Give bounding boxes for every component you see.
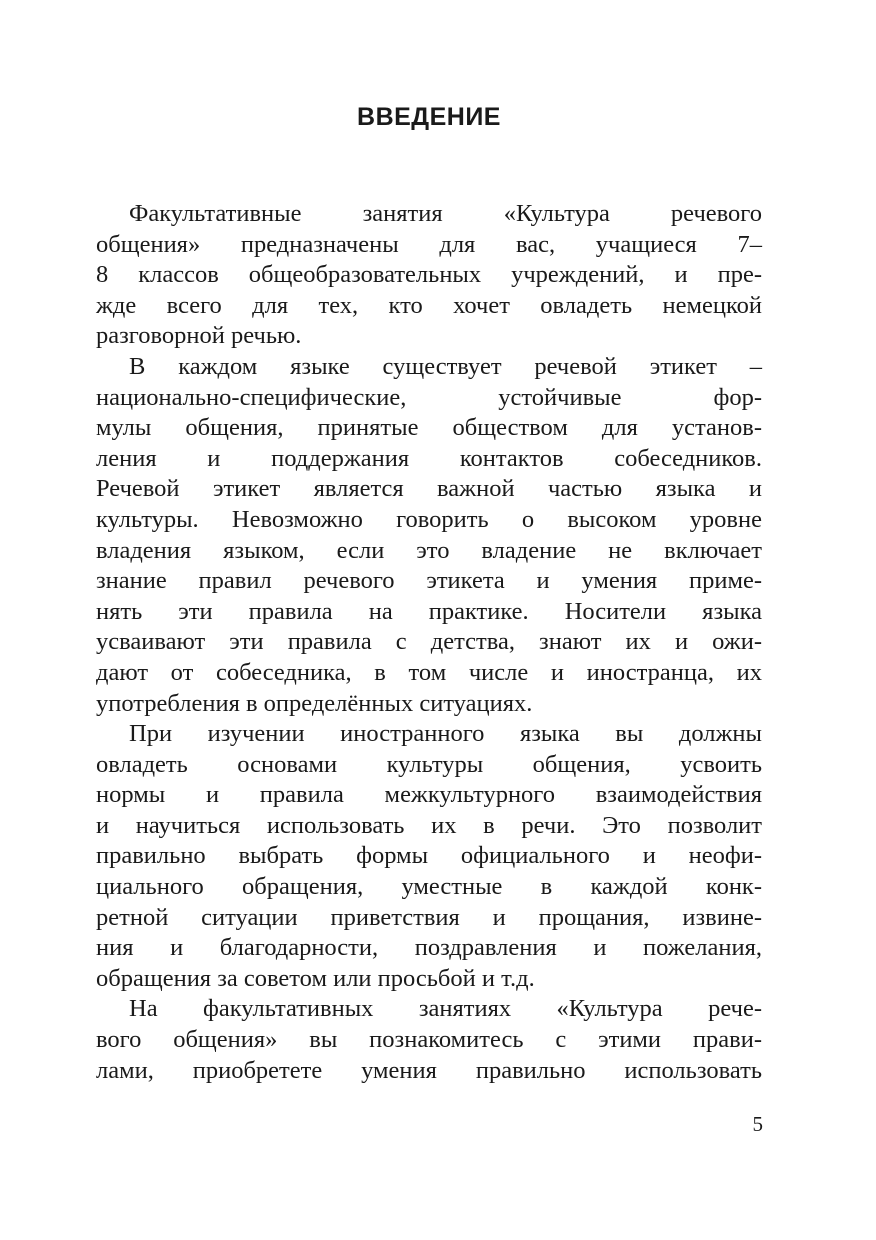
text-line: употребления в определённых ситуациях. — [96, 689, 533, 717]
text-line: На факультативных занятиях «Культура рече- — [129, 995, 762, 1023]
text-line: При изучении иностранного языка вы должны — [129, 720, 762, 748]
text-line: лами, приобретете умения правильно использовать — [96, 1056, 762, 1084]
text-line: обращения за советом или просьбой и т.д. — [96, 964, 535, 992]
text-line: общения» предназначены для вас, учащиеся 7– — [96, 230, 762, 258]
page-number: 5 — [752, 1112, 763, 1136]
text-line: нять эти правила на практике. Носители языка — [96, 597, 762, 625]
paragraph-2 — [96, 352, 762, 719]
text-line: дают от собеседника, в том числе и иностранца, их — [96, 658, 762, 686]
text-line: культуры. Невозможно говорить о высоком уровне — [96, 505, 762, 533]
text-line: правильно выбрать формы официального и неофи- — [96, 842, 762, 870]
text-line: ния и благодарности, поздравления и пожелания, — [96, 934, 762, 962]
text-line: разговорной речью. — [96, 322, 302, 350]
text-line: владения языком, если это владение не включает — [96, 536, 762, 564]
paragraph-3 — [96, 719, 762, 994]
text-line: В каждом языке существует речевой этикет – — [129, 352, 762, 380]
text-line: ретной ситуации приветствия и прощания, извине- — [96, 903, 762, 931]
text-line: национально-специфические, устойчивые фор- — [96, 383, 762, 411]
text-line: вого общения» вы познакомитесь с этими прави- — [96, 1026, 762, 1054]
text-line: циального обращения, уместные в каждой конк- — [96, 873, 762, 901]
text-line: усваивают эти правила с детства, знают их и ожи- — [96, 628, 762, 656]
paragraph-1 — [96, 199, 762, 352]
text-line: и научиться использовать их в речи. Это позволит — [96, 811, 762, 839]
text-line: овладеть основами культуры общения, усвоить — [96, 750, 762, 778]
text-line: нормы и правила межкультурного взаимодействия — [96, 781, 762, 809]
paragraph-4 — [96, 994, 762, 1086]
text-line: жде всего для тех, кто хочет овладеть немецкой — [96, 291, 762, 319]
text-line: мулы общения, принятые обществом для установ- — [96, 414, 762, 442]
text-line: 8 классов общеобразовательных учреждений, и пре- — [96, 261, 762, 289]
text-line: ления и поддержания контактов собеседников. — [96, 444, 762, 472]
body-text — [96, 199, 762, 1086]
text-line: знание правил речевого этикета и умения приме- — [96, 567, 762, 595]
text-line: Факультативные занятия «Культура речевого — [129, 200, 762, 227]
text-line: Речевой этикет является важной частью языка и — [96, 475, 762, 503]
chapter-heading: ВВЕДЕНИЕ — [357, 103, 501, 131]
